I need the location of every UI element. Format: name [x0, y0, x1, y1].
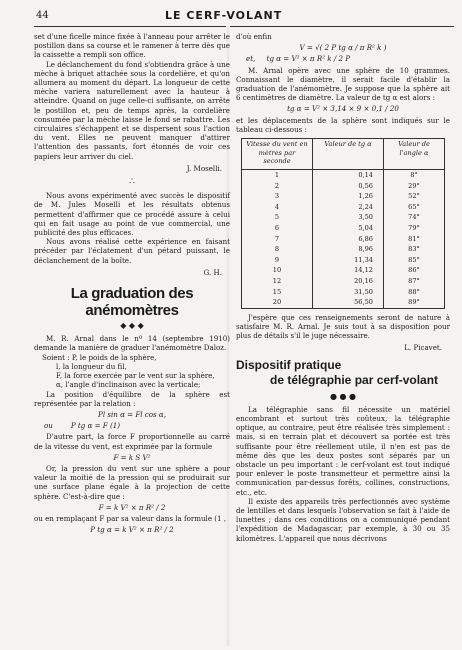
signature: L. Picavet. [404, 343, 442, 353]
paragraph: Nous avons réalisé cette expérience en faisant précéder par l'éclatement d'un pétard puissant, le déclanchement de la boîte. [34, 237, 230, 265]
equation: F = k V² × π R² / 2 [98, 502, 166, 512]
table-cell: 5,04 [313, 223, 384, 234]
definition-line: F, la force exercée par le vent sur la sphère, [56, 371, 215, 381]
heading-line: Dispositif pratique [236, 357, 342, 372]
table-cell: 87° [384, 276, 445, 287]
table-row [242, 244, 445, 255]
equation: P tg α = k V² × π R² / 2 [90, 525, 174, 535]
paragraph: d'où enfin [236, 32, 272, 41]
table-row [242, 287, 445, 298]
paragraph: Nous avons expérimenté avec succès le dispositif de M. Jules Moselli et les résultats obtenus permettent d'affirmer que ce procédé assure à celui qui en fait usage au point de vue commercial, une publicité des plus efficaces. [34, 191, 230, 238]
table-row [242, 170, 445, 181]
table-cell: 14,12 [313, 265, 384, 276]
table-cell: 7 [242, 234, 313, 245]
table-cell: 8° [384, 170, 445, 181]
left-column [34, 32, 230, 536]
table-cell: 10 [242, 265, 313, 276]
table-row [242, 191, 445, 202]
table-cell: 5 [242, 212, 313, 223]
table-cell: 31,50 [313, 287, 384, 298]
table-cell: 65° [384, 202, 445, 213]
journal-title: LE CERF-VOLANT [165, 9, 283, 22]
page-number: 44 [36, 10, 49, 21]
paragraph: J'espère que ces renseignements seront de nature à satisfaire M. R. Arnal. Je suis tout à sa disposition pour plus de détails s'il le juge nécessaire. [236, 312, 450, 341]
table-row [242, 265, 445, 276]
signature: J. Moselli. [186, 163, 222, 173]
paragraph: M. R. Arnal dans le nº 14 (septembre 1910) demande la manière de graduer l'anémomètre Daloz. [34, 334, 230, 353]
table-row [242, 223, 445, 234]
table-cell: 74° [384, 212, 445, 223]
table-cell: 6,86 [313, 234, 384, 245]
table-row [242, 234, 445, 245]
table-row [242, 212, 445, 223]
definition-line: Soient : P, le poids de la sphère, [42, 352, 157, 362]
equation: V = √( 2 P tg α / π R² k ) [299, 43, 387, 53]
equation-body: tg α = V² × π R² k / 2 P [266, 54, 351, 64]
table-cell: 56,50 [313, 297, 384, 308]
table-cell: 20 [242, 297, 313, 308]
definition-line: l, la longueur du fil, [56, 361, 127, 371]
paragraph: Le déclanchement du fond s'obtiendra grâce à une mèche à briquet attachée sous la cordelière, et qu'on allumera au moment du départ. La longueur de cette mèche variera naturellement avec la hauteur à atteindre. Quand on juge celle-ci suffisante, on arrête le postillon et, peu de temps après, la cordelière consumée par la mèche laisse le fond se rabattre. Les circulaires s'échappent et se dispersent sous l'action du vent. Elles ne peuvent manquer d'attirer l'attention des passants, fort étonnés de voir ces papiers leur arriver du ciel. [34, 59, 230, 161]
table-header: Vitesse du vent en mètres par seconde [242, 139, 313, 170]
table-row [242, 181, 445, 192]
equation: Pl sin α = Fl cos α, [98, 409, 166, 419]
table-cell: 89° [384, 297, 445, 308]
paragraph: D'autre part, la force F proportionnelle au carré de la vitesse du vent, est exprimée par la formule [34, 432, 230, 451]
paragraph: M. Arnal opère avec une sphère de 10 grammes. Connaissant le diamètre, il serait facile d'établir la graduation de l'anémomètre. Je suppose que la sphère ait 6 centimètres de diamètre. La valeur de tg α est alors : [236, 65, 450, 103]
table-cell: 8,96 [313, 244, 384, 255]
table-header: Valeur de tg α [313, 139, 384, 170]
table-row [242, 297, 445, 308]
table-cell: 29° [384, 181, 445, 192]
table-cell: 3,50 [313, 212, 384, 223]
table-cell: 86° [384, 265, 445, 276]
wind-table [241, 138, 445, 309]
table-cell: 52° [384, 191, 445, 202]
table-cell: 12 [242, 276, 313, 287]
table-row [242, 276, 445, 287]
table-cell: 0,14 [313, 170, 384, 181]
table-row [242, 202, 445, 213]
table-cell: 15 [242, 287, 313, 298]
paragraph: Or, la pression du vent sur une sphère a pour valeur la moitié de la pression qui se produirait sur une surface plane égale à la projection de cette sphère. C'est-à-dire que : [34, 463, 230, 501]
table-header: Valeur de l'angle α [384, 139, 445, 170]
heading-ornament: ◆ ◆ ◆ [120, 321, 144, 331]
table-header-row [242, 139, 445, 170]
table-body [242, 170, 445, 309]
equation-prefix: et, [246, 54, 256, 64]
table-cell: 88° [384, 287, 445, 298]
header-rule [34, 26, 454, 27]
section-separator: ∴ [129, 177, 135, 188]
paragraph: set d'une ficelle mince fixée à l'anneau pour arrêter le postillon dans sa course et le ramener à terre dès que la caissette a rempli son office. [34, 32, 230, 60]
heading-ornament: ● ● ● [329, 391, 357, 401]
paragraph: La position d'équilibre de la sphère est représentée par la relation : [34, 389, 230, 408]
table-cell: 79° [384, 223, 445, 234]
table-cell: 4 [242, 202, 313, 213]
table-cell: 0,56 [313, 181, 384, 192]
table-cell: 9 [242, 255, 313, 266]
table-cell: 81° [384, 234, 445, 245]
table-cell: 3 [242, 191, 313, 202]
right-column [236, 32, 450, 543]
table-cell: 85° [384, 255, 445, 266]
table-cell: 8 [242, 244, 313, 255]
paragraph: Il existe des appareils très perfectionnés avec système de lentilles et dans lesquels l'observation se fait à l'aide de lunettes ; dans ces conditions on a communiqué pendant l'expédition de Madagascar, par exemple, à 30 ou 35 kilomètres. L'appareil que nous décrivons [236, 496, 450, 543]
table-cell: 6 [242, 223, 313, 234]
table-row [242, 255, 445, 266]
table-cell: 2,24 [313, 202, 384, 213]
equation-prefix: ou [44, 421, 53, 431]
article-heading [236, 358, 450, 388]
table-cell: 83° [384, 244, 445, 255]
paragraph: La télégraphie sans fil nécessite un matériel encombrant et surtout très coûteux, la télégraphie optique, au contraire, peut être réalisée très simplement : mais, si en terrain plat et découvert sa portée est très suffisante pour être réellement utile, il n'en est pas de même dès que les deux postes sont séparés par un obstacle un peu important : le cerf-volant est tout indiqué pour enlever le poste transmetteur et permettre ainsi la communication par-dessus forêts, collines, constructions, etc., etc. [236, 404, 450, 497]
paragraph: et les déplacements de la sphère sont indiqués sur le tableau ci-dessous : [236, 115, 450, 134]
paragraph: ou en remplaçant F par sa valeur dans la formule (1 , [34, 513, 227, 523]
heading-line: de télégraphie par cerf-volant [270, 372, 439, 387]
article-heading: La graduation des anémomètres [70, 285, 194, 320]
equation: F = k S V² [113, 452, 151, 462]
definition-line: α, l'angle d'inclinaison avec la verticale; [56, 380, 201, 390]
table-cell: 11,34 [313, 255, 384, 266]
table-cell: 2 [242, 181, 313, 192]
table-cell: 1 [242, 170, 313, 181]
signature: G. H. [203, 267, 222, 277]
table-cell: 1,26 [313, 191, 384, 202]
equation: tg α = V² × 3,14 × 9 × 0,1 / 20 [287, 104, 399, 114]
table-cell: 20,16 [313, 276, 384, 287]
equation [236, 54, 450, 63]
equation [34, 421, 230, 430]
equation-body: P tg α = F (1) [70, 421, 121, 431]
